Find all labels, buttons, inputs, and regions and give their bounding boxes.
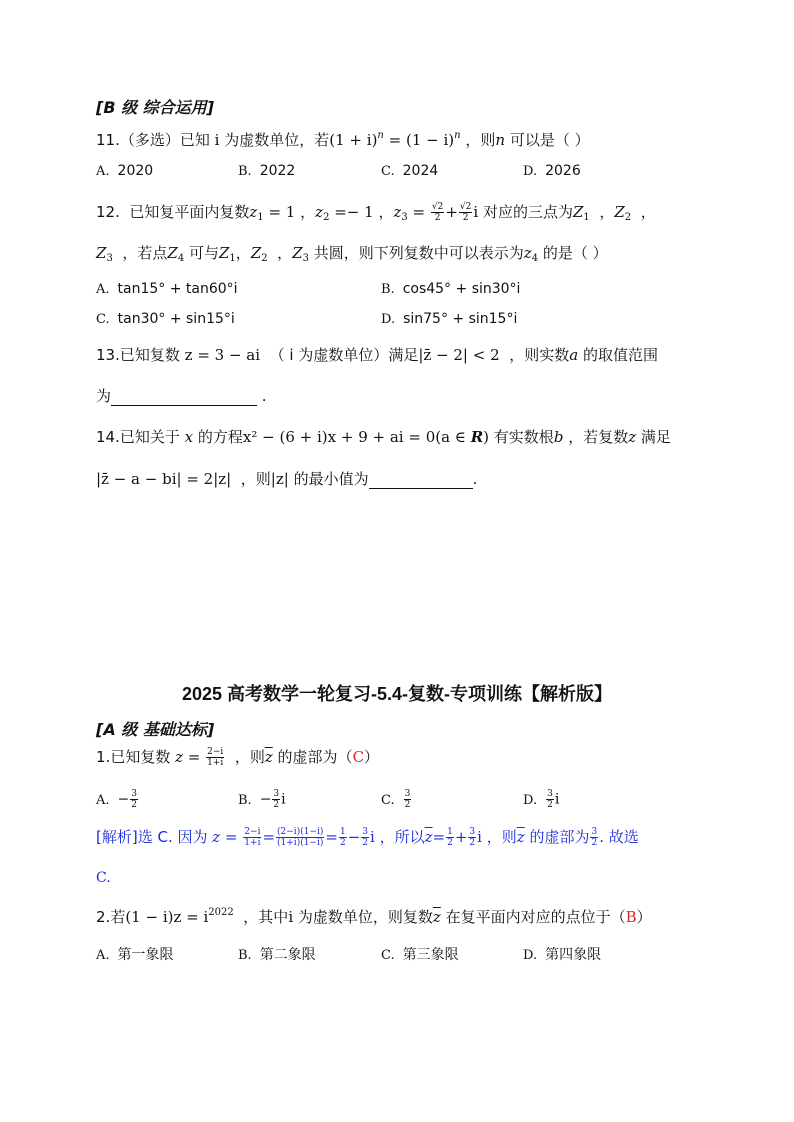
question-text: 的最小值为 bbox=[293, 470, 369, 488]
math-variable: Z bbox=[96, 244, 107, 262]
punctuation: ， bbox=[599, 203, 615, 221]
a1-option-b[interactable] bbox=[238, 789, 286, 810]
math-subscript: 3 bbox=[106, 253, 113, 264]
fraction bbox=[446, 827, 454, 848]
a2-option-d[interactable] bbox=[523, 944, 601, 964]
math-variable: Z bbox=[167, 244, 178, 262]
question-text: 的取值范围 bbox=[582, 346, 658, 364]
question-text: 为虚数单位，若 bbox=[224, 131, 330, 149]
fraction-numerator: √2 bbox=[459, 202, 472, 212]
option-text: 2024 bbox=[402, 163, 439, 179]
question-text: 为 bbox=[96, 387, 112, 405]
option-text: 2026 bbox=[545, 163, 581, 179]
math-variable: Z bbox=[218, 244, 230, 262]
fraction bbox=[206, 747, 224, 768]
question-text: ，则 bbox=[240, 470, 271, 488]
option-letter: C. bbox=[96, 312, 110, 327]
option-letter: C. bbox=[381, 164, 395, 179]
math-subscript: 3 bbox=[401, 212, 408, 223]
question-text: 已知复平面内复数 bbox=[129, 203, 250, 221]
fraction bbox=[546, 789, 554, 810]
question-text: 为虚数单位，则复数 bbox=[297, 908, 433, 926]
answer-question-2 bbox=[96, 903, 652, 927]
math-variable: Z bbox=[292, 244, 303, 262]
question-text: （多选）已知 bbox=[119, 131, 210, 149]
option-letter: C. bbox=[381, 792, 395, 808]
math-variable: z bbox=[523, 244, 532, 262]
fraction-numerator: 1 bbox=[339, 827, 346, 837]
option-letter: B. bbox=[238, 948, 252, 963]
solution-text: ，所以 bbox=[379, 828, 425, 846]
punctuation: . bbox=[472, 470, 478, 488]
math-operator: − bbox=[117, 791, 130, 808]
question-text: 已知关于 bbox=[119, 428, 180, 446]
math-subscript: 4 bbox=[177, 253, 185, 264]
math-expression: =− 1 bbox=[329, 203, 374, 221]
option-letter: D. bbox=[523, 948, 538, 963]
math-variable: x bbox=[184, 428, 194, 446]
option-letter: B. bbox=[238, 792, 252, 808]
a1-option-c[interactable] bbox=[381, 789, 412, 810]
a2-option-a[interactable] bbox=[96, 944, 174, 964]
math-expression: = (1 − i) bbox=[383, 131, 455, 149]
fraction bbox=[272, 789, 280, 810]
math-real-set: R bbox=[470, 428, 484, 446]
math-subscript: 1 bbox=[583, 212, 590, 223]
math-subscript: 2 bbox=[624, 212, 632, 223]
math-expression: z = bbox=[175, 748, 201, 766]
question-11 bbox=[96, 126, 590, 150]
math-expression: = 1 bbox=[263, 203, 296, 221]
question-number: 14. bbox=[96, 428, 120, 446]
question-number: 13. bbox=[96, 346, 120, 364]
question-text: 可与 bbox=[188, 244, 219, 262]
section-b-heading: [B 级 综合运用] bbox=[96, 98, 214, 117]
question-text: ，若点 bbox=[122, 244, 168, 262]
question-text: 共圆，则下列复数中可以表示为 bbox=[313, 244, 524, 262]
fraction-numerator: 3 bbox=[273, 789, 280, 799]
solution-text: [解析]选 C. 因为 bbox=[96, 828, 208, 846]
fraction bbox=[339, 827, 347, 848]
question-text: （ i 为虚数单位）满足 bbox=[269, 346, 419, 364]
fraction-denominator: 2 bbox=[404, 800, 411, 810]
solution-1 bbox=[96, 827, 639, 848]
q12-option-c[interactable] bbox=[96, 311, 235, 327]
option-letter: B. bbox=[381, 282, 395, 297]
fraction-numerator: 1 bbox=[447, 827, 453, 837]
option-letter: A. bbox=[96, 792, 110, 808]
math-operator: − bbox=[259, 791, 272, 808]
math-variable: z bbox=[628, 428, 637, 446]
fraction-denominator: 1+i bbox=[244, 838, 261, 848]
math-variable: b bbox=[553, 428, 564, 446]
question-text: ，其中 bbox=[243, 908, 289, 926]
fraction-denominator: 2 bbox=[434, 213, 441, 223]
math-conjugate: $\overline{z}$ bbox=[264, 748, 273, 766]
math-exponent: n bbox=[454, 130, 461, 141]
math-subscript: 2 bbox=[323, 212, 330, 223]
fraction-denominator: 2 bbox=[131, 800, 137, 810]
option-letter: A. bbox=[96, 164, 110, 179]
option-text: 第一象限 bbox=[117, 947, 174, 963]
option-text: tan30° + sin15°i bbox=[117, 311, 235, 327]
question-text: 已知复数 bbox=[110, 748, 171, 766]
fraction-numerator: √2 bbox=[431, 202, 444, 212]
question-text: 对应的三点为 bbox=[482, 203, 573, 221]
math-expression: |z̄ − 2| < 2 bbox=[418, 346, 500, 364]
math-i: i bbox=[214, 131, 220, 149]
math-expression: ) bbox=[483, 428, 490, 446]
fraction-numerator: 3 bbox=[404, 789, 411, 799]
question-text: 的是（ ） bbox=[542, 244, 608, 262]
math-operator: + bbox=[445, 203, 458, 221]
option-letter: C. bbox=[381, 948, 395, 963]
math-operator: + bbox=[454, 828, 468, 846]
fraction-denominator: 2 bbox=[447, 838, 453, 848]
question-text: ，则 bbox=[234, 748, 265, 766]
fraction-numerator: 2−i bbox=[207, 747, 224, 757]
math-i: i bbox=[473, 203, 479, 221]
option-text: 2022 bbox=[259, 163, 296, 179]
math-variable: n bbox=[495, 131, 506, 149]
fraction-numerator: 3 bbox=[547, 789, 553, 799]
math-variable: Z bbox=[250, 244, 262, 262]
math-subscript: 1 bbox=[257, 212, 264, 223]
math-expression: (1 − i)z = i bbox=[125, 908, 209, 926]
fraction-numerator: 3 bbox=[131, 789, 137, 799]
option-text: 2020 bbox=[117, 163, 154, 179]
question-13-line-2 bbox=[96, 386, 267, 406]
math-i: i bbox=[288, 908, 294, 926]
punctuation: ， bbox=[277, 244, 293, 262]
math-variable: Z bbox=[614, 203, 625, 221]
math-expression: z = bbox=[212, 828, 238, 846]
punctuation: ， bbox=[235, 244, 251, 262]
question-text: ，则实数 bbox=[509, 346, 570, 364]
q11-option-d[interactable] bbox=[523, 163, 581, 179]
fraction-denominator: 1+i bbox=[207, 758, 224, 768]
a2-option-b[interactable] bbox=[238, 944, 316, 964]
math-conjugate: $\overline{z}$ bbox=[432, 908, 441, 926]
math-subscript: 1 bbox=[229, 253, 236, 264]
punctuation: ， bbox=[378, 203, 394, 221]
question-text: 满足 bbox=[640, 428, 671, 446]
question-text: ，则 bbox=[465, 131, 496, 149]
answer-question-1 bbox=[96, 747, 379, 768]
math-operator: = bbox=[262, 828, 276, 846]
math-exponent: n bbox=[377, 130, 384, 141]
a1-option-a[interactable] bbox=[96, 789, 139, 810]
q11-option-a[interactable] bbox=[96, 163, 153, 179]
fraction-denominator: 2 bbox=[273, 800, 280, 810]
fraction bbox=[130, 789, 138, 810]
question-text: 的虚部为（ bbox=[277, 748, 353, 766]
math-operator: − bbox=[347, 828, 361, 846]
math-subscript: 4 bbox=[531, 253, 539, 264]
math-variable: z bbox=[249, 203, 258, 221]
solution-text: ，则 bbox=[486, 828, 517, 846]
question-14 bbox=[96, 427, 671, 447]
q11-option-b[interactable] bbox=[238, 163, 295, 179]
math-i: i bbox=[370, 828, 375, 846]
fraction-denominator: 2 bbox=[547, 800, 553, 810]
fraction-numerator: (2−i)(1−i) bbox=[277, 827, 324, 837]
fraction bbox=[459, 202, 472, 223]
question-text: 在复平面内对应的点位于（ bbox=[445, 908, 626, 926]
option-letter: A. bbox=[96, 282, 110, 297]
fraction-numerator: 2−i bbox=[244, 827, 261, 837]
fraction-numerator: 3 bbox=[469, 827, 476, 837]
section-a-heading: [A 级 基础达标] bbox=[96, 720, 215, 739]
option-letter: D. bbox=[523, 792, 538, 808]
solution-text: . 故选 bbox=[599, 828, 639, 846]
q12-option-b[interactable] bbox=[381, 281, 520, 297]
question-12 bbox=[96, 202, 656, 228]
question-13 bbox=[96, 345, 658, 365]
question-text: 已知复数 bbox=[119, 346, 180, 364]
math-operator: = bbox=[325, 828, 338, 846]
fraction-numerator: 3 bbox=[591, 827, 598, 837]
question-text: 可以是（ ） bbox=[509, 131, 590, 149]
math-expression: x² − (6 + i)x + 9 + ai = 0(a ∈ bbox=[242, 428, 471, 446]
math-expression: z = 3 − ai bbox=[184, 346, 261, 364]
question-text: 有实数根 bbox=[493, 428, 554, 446]
fraction-denominator: (1+i)(1−i) bbox=[277, 838, 324, 848]
question-text: ） bbox=[364, 748, 380, 766]
fraction-denominator: 2 bbox=[339, 838, 346, 848]
option-text: 第二象限 bbox=[259, 947, 316, 963]
math-i: i bbox=[477, 828, 482, 846]
math-expression: |z̄ − a − bi| = 2|z| bbox=[96, 470, 232, 488]
page-title: 2025 高考数学一轮复习-5.4-复数-专项训练【解析版】 bbox=[181, 684, 613, 704]
q11-option-c[interactable] bbox=[381, 163, 438, 179]
q12-option-a[interactable] bbox=[96, 281, 238, 297]
fraction-denominator: 2 bbox=[462, 213, 469, 223]
answer-blank[interactable] bbox=[111, 389, 257, 406]
fraction bbox=[431, 202, 444, 223]
option-letter: B. bbox=[238, 164, 252, 179]
answer-blank[interactable] bbox=[369, 472, 473, 489]
question-text: ） bbox=[636, 908, 652, 926]
math-variable: Z bbox=[572, 203, 584, 221]
math-variable: z bbox=[393, 203, 402, 221]
fraction bbox=[590, 827, 598, 848]
answer-key: B bbox=[625, 908, 637, 926]
question-text: 若 bbox=[110, 908, 126, 926]
fraction-denominator: 2 bbox=[469, 838, 476, 848]
option-text: tan15° + tan60°i bbox=[117, 281, 238, 297]
question-text: 的方程 bbox=[197, 428, 243, 446]
punctuation: . bbox=[261, 387, 267, 405]
solution-text: 的虚部为 bbox=[529, 828, 590, 846]
option-text: 第四象限 bbox=[545, 947, 602, 963]
option-letter: D. bbox=[523, 164, 538, 179]
punctuation: ， bbox=[300, 203, 316, 221]
math-subscript: 2 bbox=[261, 253, 268, 264]
math-variable: z bbox=[315, 203, 324, 221]
a1-option-d[interactable] bbox=[523, 789, 559, 810]
option-text: cos45° + sin30°i bbox=[402, 281, 521, 297]
math-exponent: 2022 bbox=[208, 907, 234, 918]
math-expression: |z| bbox=[270, 470, 289, 488]
fraction-denominator: 2 bbox=[591, 838, 598, 848]
option-text: sin75° + sin15°i bbox=[403, 311, 518, 327]
fraction bbox=[276, 827, 324, 848]
fraction bbox=[361, 827, 369, 848]
fraction bbox=[404, 789, 412, 810]
math-i: i bbox=[554, 791, 560, 808]
math-expression: (1 + i) bbox=[329, 131, 378, 149]
question-12-line-2 bbox=[96, 243, 608, 269]
question-number: 1. bbox=[96, 748, 111, 766]
option-letter: D. bbox=[381, 312, 396, 327]
fraction bbox=[468, 827, 476, 848]
fraction bbox=[243, 827, 261, 848]
math-variable: a bbox=[569, 346, 579, 364]
option-letter: A. bbox=[96, 948, 110, 963]
math-expression: = bbox=[407, 203, 426, 221]
math-i: i bbox=[281, 791, 286, 808]
fraction-numerator: 3 bbox=[362, 827, 368, 837]
math-conjugate: $\overline{z}$ bbox=[424, 828, 433, 846]
question-number: 12. bbox=[96, 203, 120, 221]
q12-option-d[interactable] bbox=[381, 311, 517, 327]
question-number: 11. bbox=[96, 131, 120, 149]
math-operator: = bbox=[432, 828, 446, 846]
question-text: ，若复数 bbox=[568, 428, 629, 446]
answer-key: C bbox=[352, 748, 365, 766]
option-text: 第三象限 bbox=[402, 947, 459, 963]
question-number: 2. bbox=[96, 908, 111, 926]
question-14-line-2 bbox=[96, 469, 477, 489]
punctuation: ， bbox=[640, 203, 656, 221]
math-conjugate: $\overline{z}$ bbox=[516, 828, 525, 846]
fraction-denominator: 2 bbox=[362, 838, 368, 848]
a2-option-c[interactable] bbox=[381, 944, 459, 964]
math-subscript: 3 bbox=[302, 253, 309, 264]
solution-1-line-2: C. bbox=[96, 870, 111, 886]
